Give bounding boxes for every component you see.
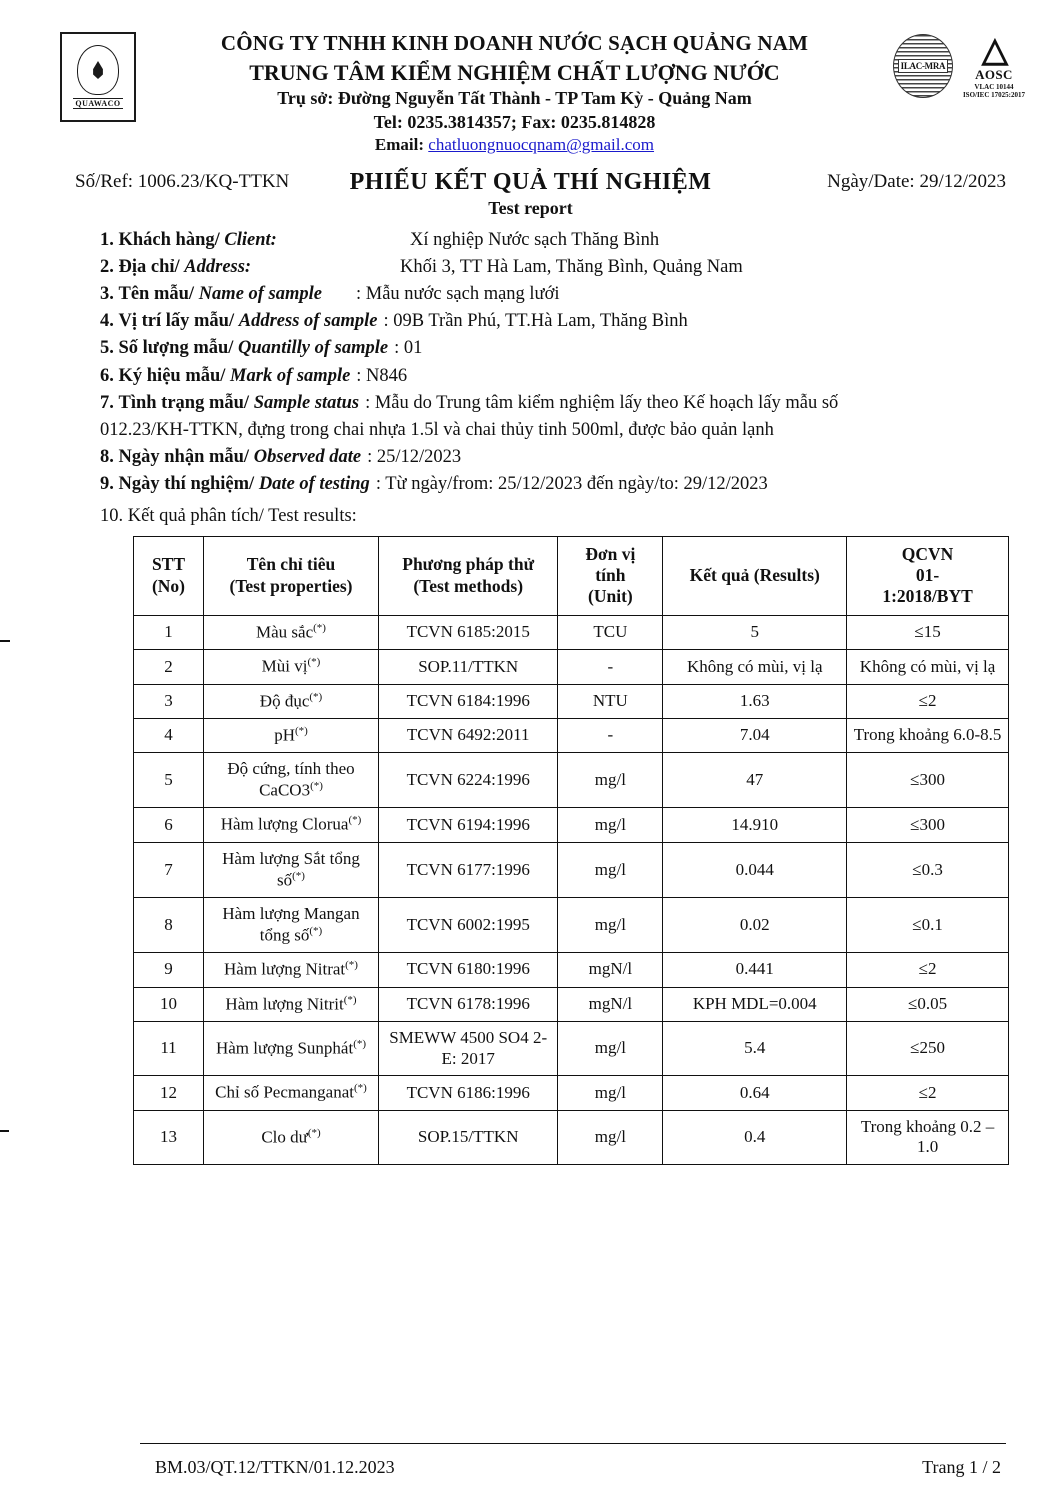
table-row <box>134 953 1009 987</box>
info-vi-4: Vị trí lấy mẫu/ <box>118 311 235 332</box>
cell-method: TCVN 6002:1995 <box>379 897 558 952</box>
cell-property <box>204 718 379 752</box>
property-star: (*) <box>345 959 358 972</box>
cell-method: TCVN 6178:1996 <box>379 987 558 1021</box>
cell-method: TCVN 6177:1996 <box>379 842 558 897</box>
results-table-wrap <box>0 536 1061 1165</box>
company-logo <box>60 32 136 122</box>
info-no-7: 7. <box>100 392 114 413</box>
info-en-3: Name of sample <box>198 284 322 305</box>
office-address: Trụ sở: Đường Nguyễn Tất Thành - TP Tam Kỳ - Quảng Nam <box>277 87 752 108</box>
center-name: TRUNG TÂM KIỂM NGHIỆM CHẤT LƯỢNG NƯỚC <box>249 59 780 85</box>
col-header-unit-en: (Unit) <box>588 586 633 607</box>
col-header-unit <box>558 536 663 615</box>
cell-limit: Không có mùi, vị lạ <box>847 650 1009 684</box>
header-text-block <box>136 28 893 157</box>
cell-unit: NTU <box>558 684 663 718</box>
cell-limit: Trong khoảng 6.0-8.5 <box>847 718 1009 752</box>
cell-result: Không có mùi, vị lạ <box>663 650 847 684</box>
table-row <box>134 650 1009 684</box>
cell-unit: - <box>558 718 663 752</box>
property-star: (*) <box>309 924 323 937</box>
cell-no: 9 <box>134 953 204 987</box>
col-header-no <box>134 536 204 615</box>
property-name: Hàm lượng Nitrit <box>225 994 344 1014</box>
accreditation-marks <box>893 28 1031 99</box>
table-body <box>134 615 1009 1164</box>
cell-limit: ≤2 <box>847 1076 1009 1110</box>
cell-result: 1.63 <box>663 684 847 718</box>
cell-property <box>204 650 379 684</box>
info-value-client: Xí nghiệp Nước sạch Thăng Bình <box>410 229 660 250</box>
sample-info-list <box>0 219 1061 536</box>
info-no-1: 1. <box>100 229 114 250</box>
info-value-sample-address: : 09B Trần Phú, TT.Hà Lam, Thăng Bình <box>383 311 688 332</box>
property-star: (*) <box>313 621 326 634</box>
info-label-quantity <box>100 335 388 362</box>
cell-method: TCVN 6186:1996 <box>379 1076 558 1110</box>
col-header-qcvn <box>847 536 1009 615</box>
col-header-property-vi: Tên chỉ tiêu <box>246 554 336 575</box>
info-value-address: Khối 3, TT Hà Lam, Thăng Bình, Quảng Nam <box>400 256 743 277</box>
col-header-property <box>204 536 379 615</box>
info-en-5: Quantilly of sample <box>238 338 389 359</box>
info-label-testing-date <box>100 471 370 498</box>
property-name: Hàm lượng Clorua <box>220 815 349 835</box>
table-row <box>134 1110 1009 1164</box>
aosc-logo-icon: △ <box>981 32 1007 69</box>
cell-property <box>204 987 379 1021</box>
cell-method: SOP.15/TTKN <box>379 1110 558 1164</box>
cell-property <box>204 615 379 649</box>
cell-unit: mg/l <box>558 1076 663 1110</box>
table-row <box>134 753 1009 808</box>
property-star: (*) <box>343 993 357 1006</box>
phone-fax: Tel: 0235.3814357; Fax: 0235.814828 <box>373 111 656 132</box>
property-star: (*) <box>294 724 308 737</box>
cell-method: SOP.11/TTKN <box>379 650 558 684</box>
col-header-no-en: (No) <box>151 575 186 596</box>
cell-property <box>204 1021 379 1075</box>
email-label: Email: <box>374 135 425 155</box>
col-header-unit-vi1: Đơn vị <box>585 543 636 564</box>
ilac-mra-icon <box>893 34 953 98</box>
info-en-1: Client: <box>224 229 277 250</box>
cell-no: 3 <box>134 684 204 718</box>
document-footer <box>0 1457 1061 1478</box>
info-value-testing-date: : Từ ngày/from: 25/12/2023 đến ngày/to: 29/12/2023 <box>375 474 768 495</box>
info-no-3: 3. <box>100 284 114 305</box>
table-row <box>134 1076 1009 1110</box>
cell-property <box>204 897 379 952</box>
cell-method: TCVN 6180:1996 <box>379 953 558 987</box>
cell-unit: mgN/l <box>558 953 663 987</box>
info-value-status: : Mẫu do Trung tâm kiểm nghiệm lấy theo Kế hoạch lấy mẫu số <box>365 392 839 413</box>
cell-unit: mg/l <box>558 842 663 897</box>
property-name: Clo dư <box>261 1127 308 1147</box>
email-row <box>136 134 893 156</box>
cell-no: 4 <box>134 718 204 752</box>
cell-result: 14.910 <box>663 808 847 842</box>
info-en-8: Observed date <box>253 447 362 468</box>
info-en-9: Date of testing <box>258 474 370 495</box>
cell-method: TCVN 6492:2011 <box>379 718 558 752</box>
col-header-no-vi: STT <box>151 554 186 575</box>
info-vi-1: Khách hàng/ <box>118 229 220 250</box>
cell-limit: Trong khoảng 0.2 – 1.0 <box>847 1110 1009 1164</box>
table-row <box>134 808 1009 842</box>
property-star: (*) <box>348 814 362 827</box>
cell-no: 1 <box>134 615 204 649</box>
property-star: (*) <box>307 656 321 669</box>
form-code: BM.03/QT.12/TTKN/01.12.2023 <box>155 1457 395 1477</box>
property-star: (*) <box>309 690 323 703</box>
property-name: Hàm lượng Sunphát <box>215 1038 354 1058</box>
info-en-4: Address of sample <box>238 311 378 332</box>
cell-limit: ≤250 <box>847 1021 1009 1075</box>
info-label-client <box>100 227 350 254</box>
info-vi-5: Số lượng mẫu/ <box>118 338 234 359</box>
property-name: Mùi vị <box>261 656 308 676</box>
cell-result: 7.04 <box>663 718 847 752</box>
cell-result: 5.4 <box>663 1021 847 1075</box>
logo-caption: QUAWACO <box>75 99 121 108</box>
cell-no: 11 <box>134 1021 204 1075</box>
cell-result: 0.02 <box>663 897 847 952</box>
cell-method: TCVN 6184:1996 <box>379 684 558 718</box>
cell-unit: mg/l <box>558 1110 663 1164</box>
info-value-observed: : 25/12/2023 <box>367 447 462 468</box>
info-row-status <box>100 390 1021 417</box>
cell-result: 0.441 <box>663 953 847 987</box>
cell-unit: - <box>558 650 663 684</box>
cell-result: 5 <box>663 615 847 649</box>
cell-result: KPH MDL=0.004 <box>663 987 847 1021</box>
cell-unit: mg/l <box>558 1021 663 1075</box>
results-table <box>133 536 1009 1165</box>
col-header-qcvn-1: QCVN <box>901 543 954 564</box>
table-row <box>134 684 1009 718</box>
col-header-result <box>663 536 847 615</box>
cell-no: 6 <box>134 808 204 842</box>
cell-limit: ≤15 <box>847 615 1009 649</box>
property-name: pH <box>274 725 295 745</box>
info-no-8: 8. <box>100 447 114 468</box>
info-label-sample-address <box>100 308 378 335</box>
info-value-sample-name: : Mẫu nước sạch mạng lưới <box>356 284 560 305</box>
aosc-name: AOSC <box>975 67 1013 82</box>
table-row <box>134 718 1009 752</box>
info-row-testing-date <box>100 471 1021 498</box>
info-no-9: 9. <box>100 474 114 495</box>
info-row-observed <box>100 444 1021 471</box>
document-header <box>0 0 1061 157</box>
info-no-4: 4. <box>100 311 114 332</box>
cell-method: TCVN 6194:1996 <box>379 808 558 842</box>
info-vi-3: Tên mẫu/ <box>118 284 195 305</box>
info-value-quantity: : 01 <box>394 338 423 359</box>
col-header-method-vi: Phương pháp thử <box>402 554 535 575</box>
aosc-vlac-code: VLAC 10144 <box>974 82 1014 91</box>
footer-divider <box>140 1443 1006 1444</box>
cell-no: 10 <box>134 987 204 1021</box>
info-vi-9: Ngày thí nghiệm/ <box>118 474 255 495</box>
info-vi-6: Ký hiệu mẫu/ <box>118 365 226 386</box>
info-value-mark: : N846 <box>356 365 408 386</box>
cell-limit: ≤0.3 <box>847 842 1009 897</box>
info-status-continued: 012.23/KH-TTKN, đựng trong chai nhựa 1.5l và chai thủy tinh 500ml, được bảo quản lạnh <box>100 420 774 440</box>
info-vi-2: Địa chỉ/ <box>118 256 180 277</box>
info-row-sample-name <box>100 281 1021 308</box>
property-star: (*) <box>353 1037 367 1050</box>
info-en-6: Mark of sample <box>230 365 351 386</box>
cell-property <box>204 684 379 718</box>
col-header-qcvn-2: 01- <box>915 565 940 586</box>
table-row <box>134 987 1009 1021</box>
property-name: Hàm lượng Mangan tổng số <box>222 903 360 945</box>
info-label-sample-name <box>100 281 350 308</box>
reference-number: Số/Ref: 1006.23/KQ-TTKN <box>75 170 290 192</box>
info-label-observed <box>100 444 361 471</box>
cell-unit: mgN/l <box>558 987 663 1021</box>
table-row <box>134 897 1009 952</box>
info-vi-8: Ngày nhận mẫu/ <box>118 447 250 468</box>
info-no-5: 5. <box>100 338 114 359</box>
aosc-standard: ISO/IEC 17025:2017 <box>962 90 1025 99</box>
info-label-address <box>100 254 350 281</box>
info-row-sample-address <box>100 308 1021 335</box>
table-row <box>134 1021 1009 1075</box>
water-drop-icon <box>77 45 119 95</box>
cell-property <box>204 842 379 897</box>
cell-property <box>204 808 379 842</box>
cell-method: SMEWW 4500 SO4 2- E: 2017 <box>379 1021 558 1075</box>
cell-no: 13 <box>134 1110 204 1164</box>
table-row <box>134 842 1009 897</box>
ilac-mra-label: ILAC-MRA <box>898 59 949 73</box>
cell-property <box>204 953 379 987</box>
info-no-6: 6. <box>100 365 114 386</box>
table-row <box>134 615 1009 649</box>
cell-property <box>204 753 379 808</box>
page-subtitle: Test report <box>488 197 573 218</box>
cell-result: 0.4 <box>663 1110 847 1164</box>
results-heading: 10. Kết quả phân tích/ Test results: <box>100 505 357 526</box>
property-name: Hàm lượng Sắt tổng số <box>222 848 360 890</box>
info-no-2: 2. <box>100 256 114 277</box>
col-header-qcvn-3: 1:2018/BYT <box>882 586 973 607</box>
cell-no: 7 <box>134 842 204 897</box>
property-star: (*) <box>292 869 305 882</box>
cell-property <box>204 1110 379 1164</box>
cell-no: 12 <box>134 1076 204 1110</box>
aosc-accreditation <box>963 34 1025 99</box>
page-edge-mark <box>0 640 10 642</box>
cell-result: 0.044 <box>663 842 847 897</box>
cell-limit: ≤2 <box>847 684 1009 718</box>
cell-no: 5 <box>134 753 204 808</box>
report-date: Ngày/Date: 29/12/2023 <box>827 170 1006 192</box>
col-header-result-label: Kết quả (Results) <box>689 565 820 586</box>
property-star: (*) <box>353 1082 367 1095</box>
info-vi-7: Tình trạng mẫu/ <box>118 392 250 413</box>
col-header-method-en: (Test methods) <box>413 575 524 596</box>
info-en-7: Sample status <box>253 392 360 413</box>
property-name: Chỉ số Pecmanganat <box>215 1083 354 1103</box>
company-name: CÔNG TY TNHH KINH DOANH NƯỚC SẠCH QUẢNG NAM <box>220 31 809 55</box>
property-name: Độ cứng, tính theo CaCO3 <box>227 759 355 800</box>
cell-unit: mg/l <box>558 753 663 808</box>
cell-limit: ≤300 <box>847 753 1009 808</box>
col-header-unit-vi2: tính <box>595 565 626 586</box>
drop-shape-icon <box>91 61 105 79</box>
col-header-method <box>379 536 558 615</box>
info-row-mark <box>100 363 1021 390</box>
info-label-mark <box>100 363 350 390</box>
cell-method: TCVN 6224:1996 <box>379 753 558 808</box>
info-en-2: Address: <box>184 256 252 277</box>
property-star: (*) <box>307 1126 321 1139</box>
cell-unit: TCU <box>558 615 663 649</box>
info-row-quantity <box>100 335 1021 362</box>
table-head <box>134 536 1009 615</box>
page-number: Trang 1 / 2 <box>922 1457 1001 1477</box>
table-header-row <box>134 536 1009 615</box>
property-name: Màu sắc <box>256 622 314 642</box>
info-row-address <box>100 254 1021 281</box>
cell-property <box>204 1076 379 1110</box>
email-link[interactable]: chatluongnuocqnam@gmail.com <box>428 135 655 155</box>
cell-limit: ≤2 <box>847 953 1009 987</box>
page-title: PHIẾU KẾT QUẢ THÍ NGHIỆM <box>349 168 712 195</box>
info-label-status <box>100 390 359 417</box>
property-name: Hàm lượng Nitrat <box>224 959 346 979</box>
cell-no: 2 <box>134 650 204 684</box>
cell-method: TCVN 6185:2015 <box>379 615 558 649</box>
cell-no: 8 <box>134 897 204 952</box>
page-edge-mark-2 <box>0 1130 9 1132</box>
property-name: Độ đục <box>259 691 310 711</box>
info-row-client <box>100 227 1021 254</box>
cell-result: 0.64 <box>663 1076 847 1110</box>
cell-unit: mg/l <box>558 897 663 952</box>
property-star: (*) <box>310 780 323 793</box>
cell-unit: mg/l <box>558 808 663 842</box>
col-header-property-en: (Test properties) <box>229 575 353 596</box>
cell-limit: ≤300 <box>847 808 1009 842</box>
cell-limit: ≤0.1 <box>847 897 1009 952</box>
cell-result: 47 <box>663 753 847 808</box>
cell-limit: ≤0.05 <box>847 987 1009 1021</box>
